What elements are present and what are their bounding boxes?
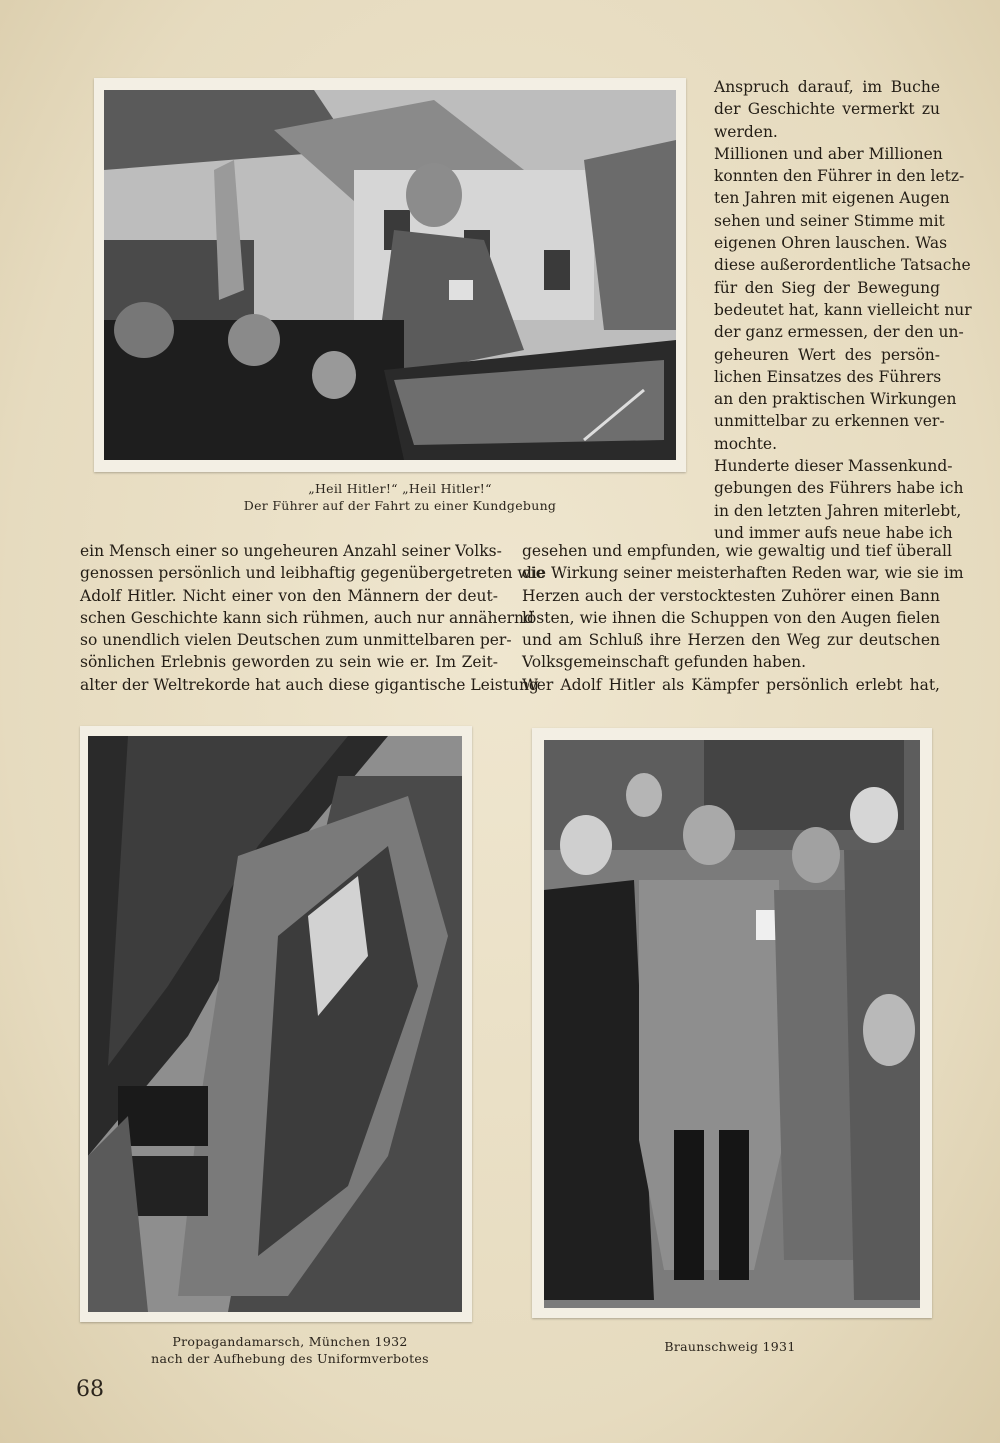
text-line: der Geschichte vermerkt zu bbox=[714, 100, 940, 119]
bottom-right-photo bbox=[544, 740, 920, 1308]
text-line: sehen und seiner Stimme mit bbox=[714, 211, 945, 230]
right-column-text bbox=[714, 76, 972, 544]
text-line: gebungen des Führers habe ich bbox=[714, 479, 964, 498]
text-line: gesehen und empfunden, wie gewaltig und tief überall bbox=[522, 542, 952, 560]
text-line: an den praktischen Wirkungen bbox=[714, 390, 957, 409]
text-line: geheuren Wert des persön- bbox=[714, 345, 940, 364]
text-line: der ganz ermessen, der den un- bbox=[714, 323, 964, 342]
text-line: bedeutet hat, kann vielleicht nur bbox=[714, 300, 972, 319]
text-line: Anspruch darauf, im Buche bbox=[714, 78, 940, 96]
top-photo-caption bbox=[200, 480, 600, 514]
text-line: und immer aufs neue habe ich bbox=[714, 523, 953, 542]
left-column-text bbox=[80, 540, 545, 696]
text-line: sönlichen Erlebnis geworden zu sein wie er. Im Zeit- bbox=[80, 653, 498, 672]
text-line: alter der Weltrekorde hat auch diese gigantische Leistung bbox=[80, 675, 539, 694]
text-line: ten Jahren mit eigenen Augen bbox=[714, 189, 950, 208]
middle-right-column-text bbox=[522, 540, 964, 696]
text-line: in den letzten Jahren miterlebt, bbox=[714, 501, 962, 520]
bottom-left-photo bbox=[88, 736, 462, 1312]
bottom-right-photo-caption bbox=[580, 1338, 880, 1355]
text-line: für den Sieg der Bewegung bbox=[714, 278, 940, 297]
bottom-right-caption-line1: Braunschweig 1931 bbox=[664, 1339, 796, 1354]
text-line: Millionen und aber Millionen bbox=[714, 144, 943, 163]
text-line: lösten, wie ihnen die Schuppen von den Augen fielen bbox=[522, 608, 940, 627]
text-line: Adolf Hitler. Nicht einer von den Männern der deut- bbox=[80, 586, 498, 605]
bottom-left-caption-line1: Propagandamarsch, München 1932 bbox=[172, 1334, 408, 1349]
top-caption-line1: „Heil Hitler!“ „Heil Hitler!“ bbox=[308, 481, 492, 496]
text-line: Volksgemeinschaft gefunden haben. bbox=[522, 653, 807, 672]
bottom-left-photo-caption bbox=[120, 1333, 460, 1367]
text-line: lichen Einsatzes des Führers bbox=[714, 367, 942, 386]
text-line: diese außerordentliche Tatsache bbox=[714, 256, 971, 275]
bottom-left-caption-line2: nach der Aufhebung des Uniformverbotes bbox=[151, 1351, 429, 1366]
text-line: unmittelbar zu erkennen ver- bbox=[714, 412, 945, 431]
text-line: so unendlich vielen Deutschen zum unmittelbaren per- bbox=[80, 631, 512, 650]
text-line: Herzen auch der verstocktesten Zuhörer einen Bann bbox=[522, 586, 940, 605]
text-line: konnten den Führer in den letz- bbox=[714, 167, 965, 186]
text-line: Wer Adolf Hitler als Kämpfer persönlich erlebt hat, bbox=[522, 675, 940, 694]
text-line: mochte. bbox=[714, 434, 778, 453]
top-caption-line2: Der Führer auf der Fahrt zu einer Kundgebung bbox=[243, 498, 557, 513]
text-line: Hunderte dieser Massenkund- bbox=[714, 457, 953, 476]
text-line: die Wirkung seiner meisterhaften Reden war, wie sie im bbox=[522, 564, 964, 583]
text-line: und am Schluß ihre Herzen den Weg zur deutschen bbox=[522, 631, 940, 650]
text-line: ein Mensch einer so ungeheuren Anzahl seiner Volks- bbox=[80, 542, 502, 560]
text-line: werden. bbox=[714, 122, 778, 141]
page-number: 68 bbox=[76, 1377, 104, 1402]
text-line: schen Geschichte kann sich rühmen, auch nur annähernd bbox=[80, 608, 534, 627]
text-line: genossen persönlich und leibhaftig gegenübergetreten wie bbox=[80, 564, 545, 583]
text-line: eigenen Ohren lauschen. Was bbox=[714, 234, 948, 253]
top-photo bbox=[104, 90, 676, 460]
